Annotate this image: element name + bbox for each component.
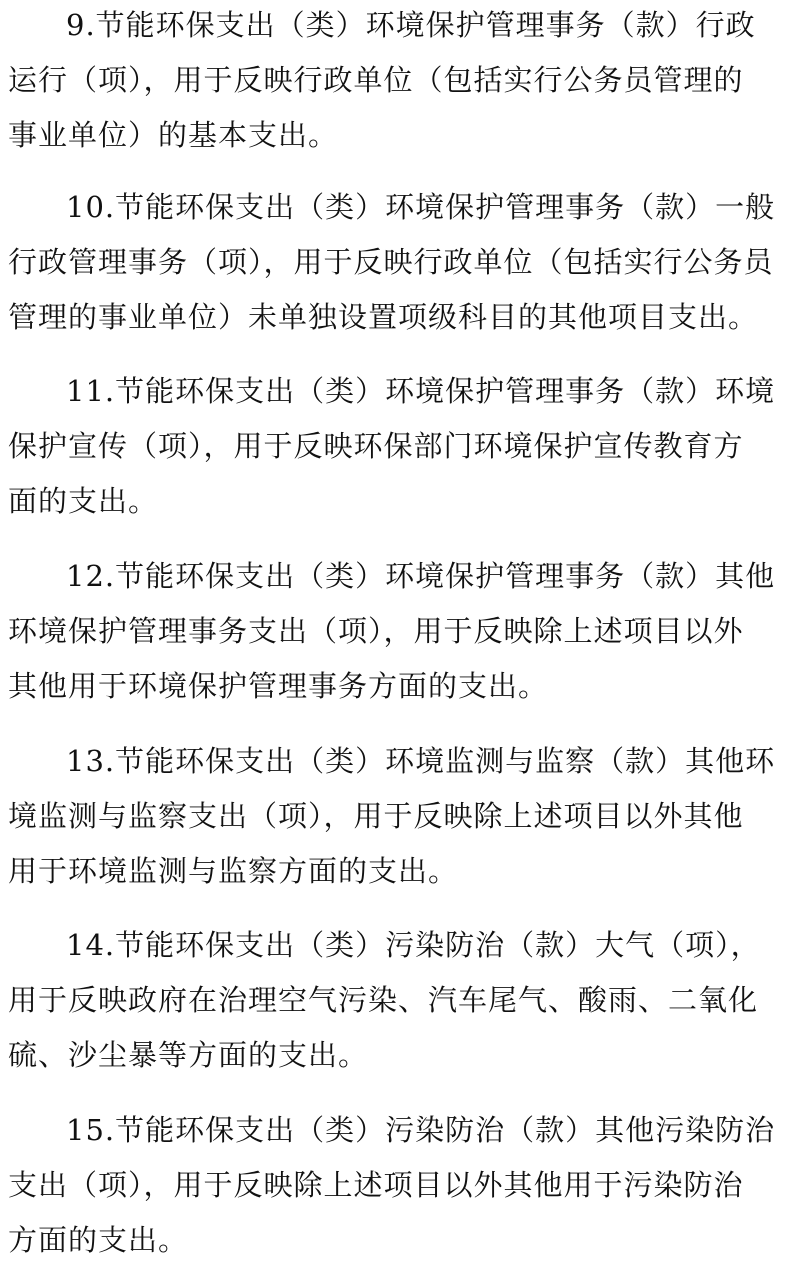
paragraph-line: 支出（项），用于反映除上述项目以外其他用于污染防治 [8, 1168, 744, 1202]
paragraph-line: 15.节能环保支出（类）污染防治（款）其他污染防治 [66, 1113, 776, 1147]
paragraph-line: 用于反映政府在治理空气污染、汽车尾气、酸雨、二氧化 [8, 983, 759, 1017]
paragraph-line: 10.节能环保支出（类）环境保护管理事务（款）一般 [66, 190, 776, 224]
paragraph-line: 其他用于环境保护管理事务方面的支出。 [8, 669, 549, 703]
paragraph-line: 硫、沙尘暴等方面的支出。 [8, 1038, 369, 1072]
paragraph-line: 9.节能环保支出（类）环境保护管理事务（款）行政 [66, 8, 756, 42]
paragraph-line: 运行（项），用于反映行政单位（包括实行公务员管理的 [8, 63, 744, 97]
paragraph-line: 保护宣传（项），用于反映环保部门环境保护宣传教育方 [8, 429, 744, 463]
paragraph-line: 行政管理事务（项），用于反映行政单位（包括实行公务员 [8, 245, 774, 279]
paragraph-line: 14.节能环保支出（类）污染防治（款）大气（项）， [66, 928, 761, 962]
paragraph-line: 方面的支出。 [8, 1223, 189, 1257]
paragraph-line: 面的支出。 [8, 484, 159, 518]
paragraph-line: 事业单位）的基本支出。 [8, 118, 339, 152]
paragraph-line: 11.节能环保支出（类）环境保护管理事务（款）环境 [66, 374, 776, 408]
paragraph-line: 境监测与监察支出（项），用于反映除上述项目以外其他 [8, 799, 744, 833]
paragraph-line: 环境保护管理事务支出（项），用于反映除上述项目以外 [8, 614, 744, 648]
paragraph-line: 13.节能环保支出（类）环境监测与监察（款）其他环 [66, 744, 776, 778]
paragraph-line: 管理的事业单位）未单独设置项级科目的其他项目支出。 [8, 300, 759, 334]
paragraph-line: 12.节能环保支出（类）环境保护管理事务（款）其他 [66, 559, 776, 593]
paragraph-line: 用于环境监测与监察方面的支出。 [8, 854, 459, 888]
